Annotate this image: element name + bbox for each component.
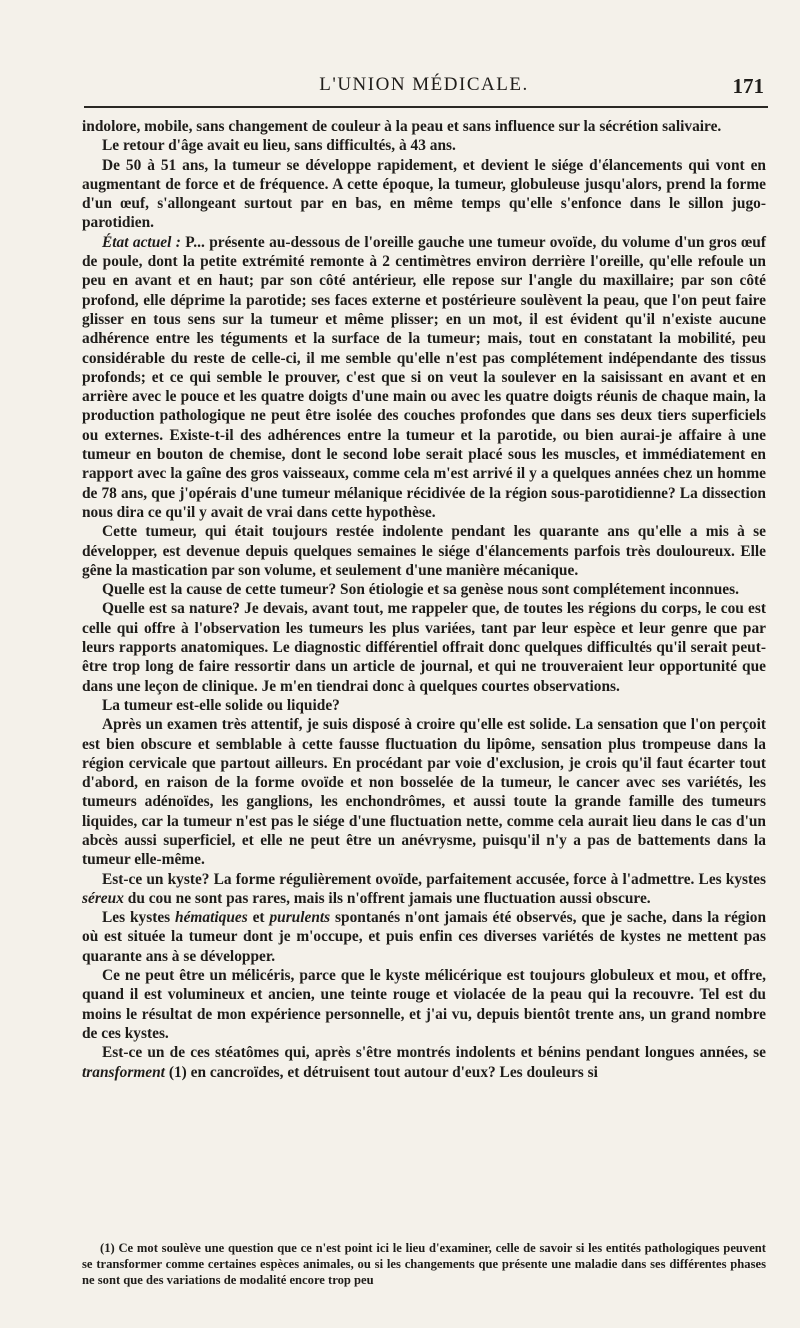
text-run: Est-ce un de ces stéatômes qui, après s'être montrés indolents et bénins pendant longues années, se [102, 1044, 766, 1062]
paragraph-etat-actuel [82, 233, 766, 522]
article-body [82, 117, 766, 1082]
italic-term: séreux [82, 889, 124, 907]
text-run: et [247, 909, 270, 927]
footnote [82, 1240, 766, 1288]
header-rule [84, 106, 768, 108]
page-number: 171 [732, 74, 764, 98]
paragraph: Quelle est sa nature? Je devais, avant tout, me rappeler que, de toutes les régions du corps, le cou est celle qui offre à l'observation les tumeurs les plus variées, tant par leur espèce et leur genre que par leurs rapports anatomiques. Le diagnostic différentiel offrait donc quelques difficultés qu'il serait peut-être trop long de faire ressortir dans un article de journal, et qui ne trouveraient leur opportunité que dans une leçon de clinique. Je m'en tiendrai donc à quelques courtes observations. [82, 600, 766, 695]
paragraph: Quelle est la cause de cette tumeur? Son étiologie et sa genèse nous sont complétement inconnues. [102, 581, 739, 599]
etat-actuel-label: État actuel : [102, 233, 181, 251]
text-run: (1) en cancroïdes, et détruisent tout autour d'eux? Les douleurs si [164, 1063, 598, 1081]
text-run: du cou ne sont pas rares, mais ils n'offrent jamais une fluctuation aussi obscure. [123, 889, 651, 907]
text-run: Est-ce un kyste? La forme régulièrement ovoïde, parfaitement accusée, force à l'admettre. Les kystes [102, 870, 766, 888]
text-run: spontanés n'ont jamais été observés, que je sache, dans la région où est située la tumeur dont je m'occupe, et puis enfin ces diverses variétés de kystes ne mettent pas quarante ans à se développer. [82, 909, 767, 965]
etat-actuel-text: P... présente au-dessous de l'oreille gauche une tumeur ovoïde, du volume d'un gros œuf de poule, dont la petite extrémité remonte à 2 centimètres environ derrière l'oreille, qu'elle refoule un peu en avant et en haut; par son côté antérieur, elle repose sur l'angle du maxillaire; par son côté profond, elle déprime la parotide; ses faces externe et postérieure soulèvent la peau, que l'on peut faire glisser en tous sens sur la tumeur et même plisser; en un mot, il est évident qu'il n'existe aucune adhérence entre les téguments et la surface de la tumeur; mais, tout en constatant la mobilité, peu considérable du reste de celle-ci, il me semble qu'elle n'est pas complétement indépendante des tissus profonds; et ce qui semble le prouver, c'est que si on veut la soulever en la saisissant en avant et en arrière avec le pouce et les quatre doigts d'une main ou avec les quatre doigts réunis de chaque main, la production pathologique ne peut être isolée des couches profondes que dans ses deux tiers superficiels ou externes. Existe-t-il des adhérences entre la tumeur et la parotide, ou bien aurai-je affaire à une tumeur en bouton de chemise, dont le second lobe serait placé sous les muscles, et immédiatement en rapport avec la gaîne des gros vaisseaux, comme cela m'est arrivé il y a quelques années chez un homme de 78 ans, que j'opérais d'une tumeur mélanique récidivée de la région sous-parotidienne? La dissection nous dira ce qu'il y avait de vrai dans cette hypothèse. [82, 233, 766, 521]
paragraph: La tumeur est-elle solide ou liquide? [102, 696, 340, 714]
paragraph: Cette tumeur, qui était toujours restée indolente pendant les quarante ans qu'elle a mis à se développer, est devenue depuis quelques semaines le siége d'élancements parfois très douloureux. Elle gêne la mastication par son volume, et seulement d'une manière mécanique. [82, 523, 766, 579]
footnote-text: (1) Ce mot soulève une question que ce n'est point ici le lieu d'examiner, celle de savoir si les entités pathologiques peuvent se transformer comme certaines espèces animales, ou si les changements que présente une maladie dans ses différentes phases ne sont que des variations de modalité encore trop peu [82, 1241, 766, 1287]
paragraph: Ce ne peut être un mélicéris, parce que le kyste mélicérique est toujours globuleux et mou, et offre, quand il est volumineux et ancien, une teinte rouge et violacée de la peau qui la recouvre. Tel est du moins le résultat de mon expérience personnelle, et j'ai vu, depuis bientôt trente ans, un grand nombre de ces kystes. [82, 967, 766, 1042]
paragraph-kyste [82, 870, 766, 909]
italic-term: hématiques [175, 909, 248, 927]
italic-term: transforment [82, 1063, 165, 1081]
paragraph: indolore, mobile, sans changement de couleur à la peau et sans influence sur la sécrétion salivaire. [82, 118, 722, 135]
text-run: Les kystes [102, 909, 176, 927]
paragraph-hematiques [82, 908, 766, 966]
paragraph: Le retour d'âge avait eu lieu, sans difficultés, à 43 ans. [102, 137, 456, 155]
journal-title: L'UNION MÉDICALE. [319, 74, 529, 95]
page-header [84, 72, 764, 102]
italic-term: purulents [269, 909, 331, 927]
paragraph: Après un examen très attentif, je suis disposé à croire qu'elle est solide. La sensation que l'on perçoit est bien obscure et semblable à cette fausse fluctuation du lipôme, sensation plus trompeuse dans la région cervicale que partout ailleurs. En procédant par voie d'exclusion, je crois qu'il faut écarter tout d'abord, en raison de la forme ovoïde et non bosselée de la tumeur, le cancer avec ses variétés, les tumeurs adénoïdes, les ganglions, les enchondrômes, et aussi toute la grande famille des tumeurs liquides, car la tumeur n'est pas le siége d'une fluctuation nette, comme cela aurait lieu dans le cas d'un abcès aussi superficiel, et elle ne peut être un anévrysme, puisqu'il n'y a pas de battements dans la tumeur elle-même. [82, 716, 766, 869]
paragraph-steatome [82, 1043, 766, 1082]
paragraph: De 50 à 51 ans, la tumeur se développe rapidement, et devient le siége d'élancements qui vont en augmentant de force et de fréquence. A cette époque, la tumeur, globuleuse jusqu'alors, prend la forme d'un œuf, s'allongeant surtout par en bas, en même temps qu'elle s'enfonce dans le sillon jugo-parotidien. [82, 156, 766, 232]
